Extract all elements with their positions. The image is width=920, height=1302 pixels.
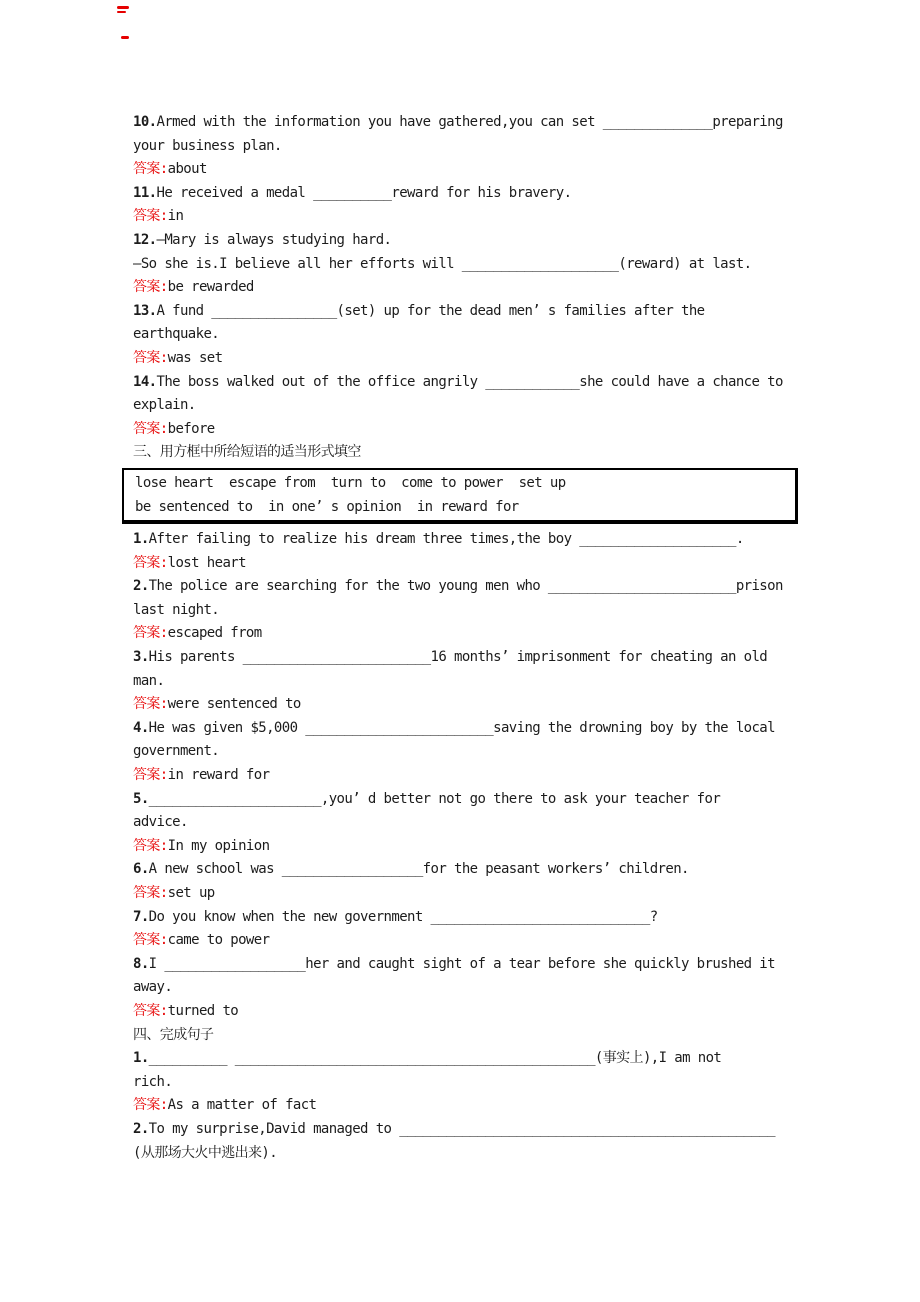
answer-label: 答案: — [133, 696, 168, 713]
text-line — [133, 788, 798, 812]
answer-line — [133, 693, 798, 717]
text-segment: He was given $5,000 ________________________saving the drowning boy by the local — [148, 719, 775, 736]
question-number: 6. — [133, 861, 149, 878]
text-segment: last night. — [133, 601, 220, 618]
text-segment: His parents ________________________16 months’ imprisonment for cheating an old — [148, 649, 768, 666]
text-line — [133, 1024, 798, 1048]
stray-red-mark — [117, 6, 129, 9]
question-number: 10. — [133, 114, 157, 130]
text-line — [133, 111, 798, 135]
text-line — [133, 976, 798, 1000]
question-number: 8. — [133, 955, 149, 972]
text-line — [133, 670, 798, 694]
text-line — [133, 229, 798, 253]
question-number: 2. — [133, 578, 149, 595]
text-line — [133, 599, 798, 623]
text-segment: He received a medal __________reward for his bravery. — [156, 184, 572, 201]
answer-line — [133, 158, 798, 182]
text-segment: The police are searching for the two young men who ________________________prison — [148, 578, 783, 595]
text-line — [133, 253, 798, 277]
text-segment: man. — [133, 672, 165, 689]
text-segment: your business plan. — [133, 137, 282, 154]
answer-label: 答案: — [133, 554, 168, 571]
answer-line — [133, 276, 798, 300]
text-segment: advice. — [133, 814, 188, 831]
text-segment: —Mary is always studying hard. — [156, 231, 392, 248]
question-number: 1. — [133, 531, 149, 548]
text-segment: A new school was __________________for the peasant workers’ children. — [148, 861, 689, 878]
answer-label: 答案: — [133, 349, 168, 366]
text-segment: 四、完成句子 — [133, 1026, 214, 1043]
text-line — [133, 1071, 798, 1095]
text-segment: —So she is.I believe all her efforts will ____________________(reward) at last. — [133, 255, 752, 272]
text-line — [133, 646, 798, 670]
text-segment: After failing to realize his dream three times,the boy ____________________. — [148, 531, 744, 548]
question-number: 11. — [133, 184, 157, 201]
text-segment: To my surprise,David managed to ________________________________________________ — [148, 1120, 775, 1137]
text-segment: before — [167, 420, 215, 437]
answer-label: 答案: — [133, 1097, 168, 1114]
text-segment: 三、用方框中所给短语的适当形式填空 — [133, 444, 361, 461]
answer-line — [133, 882, 798, 906]
text-segment: set up — [167, 885, 215, 901]
answer-label: 答案: — [133, 837, 168, 854]
question-number: 2. — [133, 1120, 149, 1137]
answer-line — [133, 1094, 798, 1118]
text-segment: in reward for — [167, 767, 270, 784]
text-line — [133, 953, 798, 977]
text-segment: in — [167, 208, 184, 225]
answer-label: 答案: — [133, 279, 168, 296]
text-segment: rich. — [133, 1073, 173, 1090]
text-line — [133, 323, 798, 347]
answer-line — [133, 552, 798, 576]
text-segment: earthquake. — [133, 326, 220, 343]
text-line — [133, 717, 798, 741]
text-segment: A fund ________________(set) up for the dead men’ s families after the — [156, 302, 705, 319]
text-segment: In my opinion — [167, 837, 270, 854]
answer-line — [133, 418, 798, 442]
answer-label: 答案: — [133, 625, 168, 642]
answer-line — [133, 929, 798, 953]
text-line — [133, 811, 798, 835]
text-line — [133, 1047, 798, 1071]
answer-line — [133, 1000, 798, 1024]
question-number: 12. — [133, 231, 157, 248]
text-segment: came to power — [167, 932, 270, 949]
answer-line — [133, 835, 798, 859]
text-line — [133, 182, 798, 206]
text-line — [133, 441, 798, 465]
text-line — [133, 1142, 798, 1166]
text-segment: I __________________her and caught sight of a tear before she quickly brushed it — [148, 955, 775, 972]
text-line — [133, 371, 798, 395]
text-segment: lost heart — [167, 554, 246, 571]
text-segment: were sentenced to — [167, 696, 301, 713]
text-segment: escaped from — [167, 625, 262, 642]
text-line — [133, 528, 798, 552]
text-segment: about — [167, 161, 207, 178]
document-body — [133, 111, 798, 1165]
text-segment: was set — [167, 349, 223, 366]
phrase-box — [122, 468, 798, 524]
stray-red-mark — [117, 11, 126, 13]
answer-label: 答案: — [133, 161, 168, 178]
text-segment: Do you know when the new government ____________________________? — [148, 908, 658, 925]
stray-red-mark — [121, 36, 129, 39]
text-segment: be rewarded — [167, 279, 254, 296]
phrase-box-line: lose heart escape from turn to come to power set up — [135, 474, 566, 491]
text-segment: As a matter of fact — [167, 1097, 317, 1114]
text-segment: __________ ______________________________________________(事实上),I am not — [148, 1050, 722, 1067]
answer-label: 答案: — [133, 767, 168, 784]
question-number: 13. — [133, 302, 157, 319]
text-line — [133, 575, 798, 599]
question-number: 7. — [133, 908, 149, 925]
text-line — [133, 135, 798, 159]
text-segment: ______________________,you’ d better not go there to ask your teacher for — [148, 790, 721, 807]
text-line — [133, 906, 798, 930]
text-line — [133, 1118, 798, 1142]
answer-label: 答案: — [133, 885, 168, 901]
text-line — [133, 858, 798, 882]
question-number: 3. — [133, 649, 149, 666]
answer-label: 答案: — [133, 208, 168, 225]
text-segment: government. — [133, 743, 220, 760]
text-segment: Armed with the information you have gathered,you can set ______________preparing — [156, 114, 783, 130]
answer-line — [133, 622, 798, 646]
answer-line — [133, 347, 798, 371]
text-segment: away. — [133, 979, 173, 996]
question-number: 5. — [133, 790, 149, 807]
text-segment: explain. — [133, 397, 196, 414]
text-segment: turned to — [167, 1002, 239, 1019]
answer-line — [133, 205, 798, 229]
answer-label: 答案: — [133, 932, 168, 949]
text-segment: (从那场大火中逃出来). — [133, 1144, 278, 1161]
text-line — [133, 300, 798, 324]
text-line — [133, 740, 798, 764]
answer-line — [133, 764, 798, 788]
question-number: 14. — [133, 373, 157, 390]
answer-label: 答案: — [133, 420, 168, 437]
answer-label: 答案: — [133, 1002, 168, 1019]
question-number: 1. — [133, 1050, 149, 1067]
question-number: 4. — [133, 719, 149, 736]
text-segment: The boss walked out of the office angrily ____________she could have a chance to — [156, 373, 783, 390]
phrase-box-line: be sentenced to in one’ s opinion in reward for — [135, 498, 519, 515]
text-line — [133, 394, 798, 418]
